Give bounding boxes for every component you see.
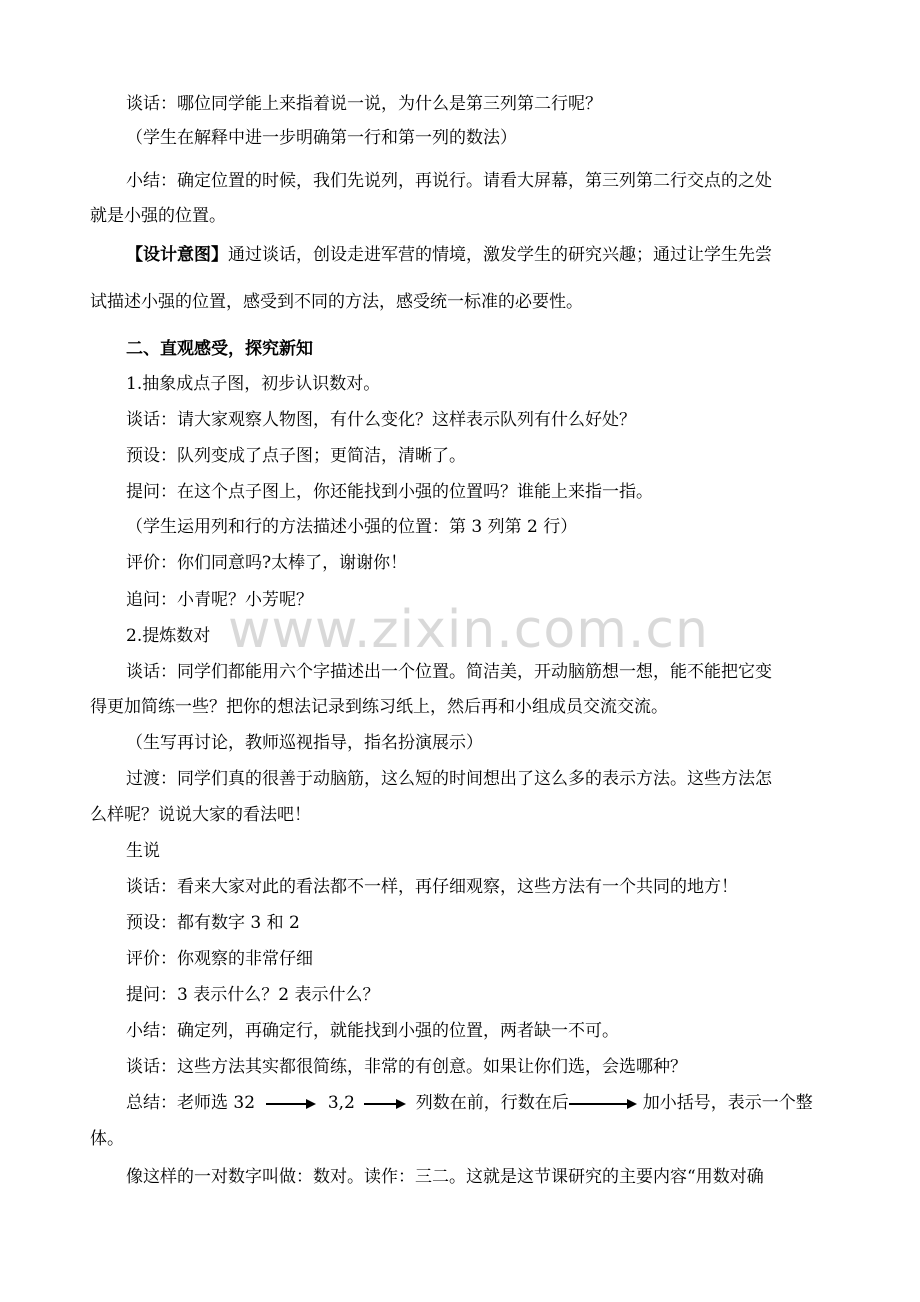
paragraph-line: 提问：3 表示什么？2 表示什么？ [126, 985, 380, 1005]
arrow-icon [569, 1099, 637, 1109]
paragraph-line: 预设：队列变成了点子图；更简洁，清晰了。 [126, 446, 466, 466]
paragraph-line: 评价：你们同意吗?太棒了，谢谢你！ [126, 553, 408, 573]
paragraph-line: 谈话：这些方法其实都很简练，非常的有创意。如果让你们选，会选哪种？ [126, 1057, 687, 1077]
subsection-heading: 2.提炼数对 [126, 626, 211, 646]
paragraph-line: 小结：确定位置的时候，我们先说列，再说行。请看大屏幕，第三列第二行交点的之处 [126, 171, 772, 191]
paragraph-line: 得更加简练一些？把你的想法记录到练习纸上，然后再和小组成员交流交流。 [90, 697, 668, 717]
arrow-icon [364, 1099, 406, 1109]
paragraph-line: （学生运用列和行的方法描述小强的位置：第 3 列第 2 行） [126, 517, 578, 537]
summary-lead: 总结：老师选 32 [126, 1093, 256, 1113]
summary-step: 3,2 [327, 1093, 355, 1113]
paragraph-line: 谈话：请大家观察人物图，有什么变化？这样表示队列有什么好处？ [126, 410, 636, 430]
paragraph-line: 就是小强的位置。 [90, 206, 226, 226]
summary-step: 列数在前，行数在后 [415, 1093, 569, 1113]
paragraph-line: 提问：在这个点子图上，你还能找到小强的位置吗？谁能上来指一指。 [126, 482, 653, 502]
paragraph-line: 谈话：哪位同学能上来指着说一说，为什么是第三列第二行呢？ [126, 94, 602, 114]
paragraph-line: 生说 [126, 841, 160, 861]
paragraph-line: （生写再讨论，教师巡视指导，指名扮演展示） [126, 733, 483, 753]
subsection-heading: 1.抽象成点子图，初步认识数对。 [126, 374, 381, 394]
paragraph-line: 体。 [90, 1129, 124, 1149]
paragraph-line: 么样呢？说说大家的看法吧！ [90, 805, 311, 825]
paragraph-line: 像这样的一对数字叫做：数对。读作：三二。这就是这节课研究的主要内容“用数对确 [126, 1167, 764, 1187]
paragraph-line: 谈话：看来大家对此的看法都不一样，再仔细观察，这些方法有一个共同的地方！ [126, 877, 738, 897]
paragraph-line: 谈话：同学们都能用六个字描述出一个位置。简洁美，开动脑筋想一想，能不能把它变 [126, 662, 772, 682]
summary-step: 加小括号，表示一个整 [642, 1093, 813, 1113]
paragraph-line: 小结：确定列，再确定行，就能找到小强的位置，两者缺一不可。 [126, 1021, 619, 1041]
design-intent-label: 【设计意图】 [126, 245, 228, 265]
paragraph-line: 追问：小青呢？小芳呢？ [126, 590, 313, 610]
paragraph-line: 试描述小强的位置，感受到不同的方法，感受统一标准的必要性。 [90, 292, 583, 312]
design-intent-line [126, 243, 772, 267]
paragraph-line: 评价：你观察的非常仔细 [126, 949, 313, 969]
section-heading: 二、直观感受，探究新知 [126, 339, 313, 359]
watermark: www.zixin.com.cn [228, 600, 709, 660]
paragraph-line: （学生在解释中进一步明确第一行和第一列的数法） [126, 128, 517, 148]
design-intent-text: 通过谈话，创设走进军营的情境，激发学生的研究兴趣；通过让学生先尝 [228, 245, 772, 265]
arrow-icon [266, 1099, 316, 1109]
paragraph-line: 预设：都有数字 3 和 2 [126, 913, 300, 933]
paragraph-line: 过渡：同学们真的很善于动脑筋，这么短的时间想出了这么多的表示方法。这些方法怎 [126, 769, 772, 789]
summary-line [126, 1091, 813, 1115]
